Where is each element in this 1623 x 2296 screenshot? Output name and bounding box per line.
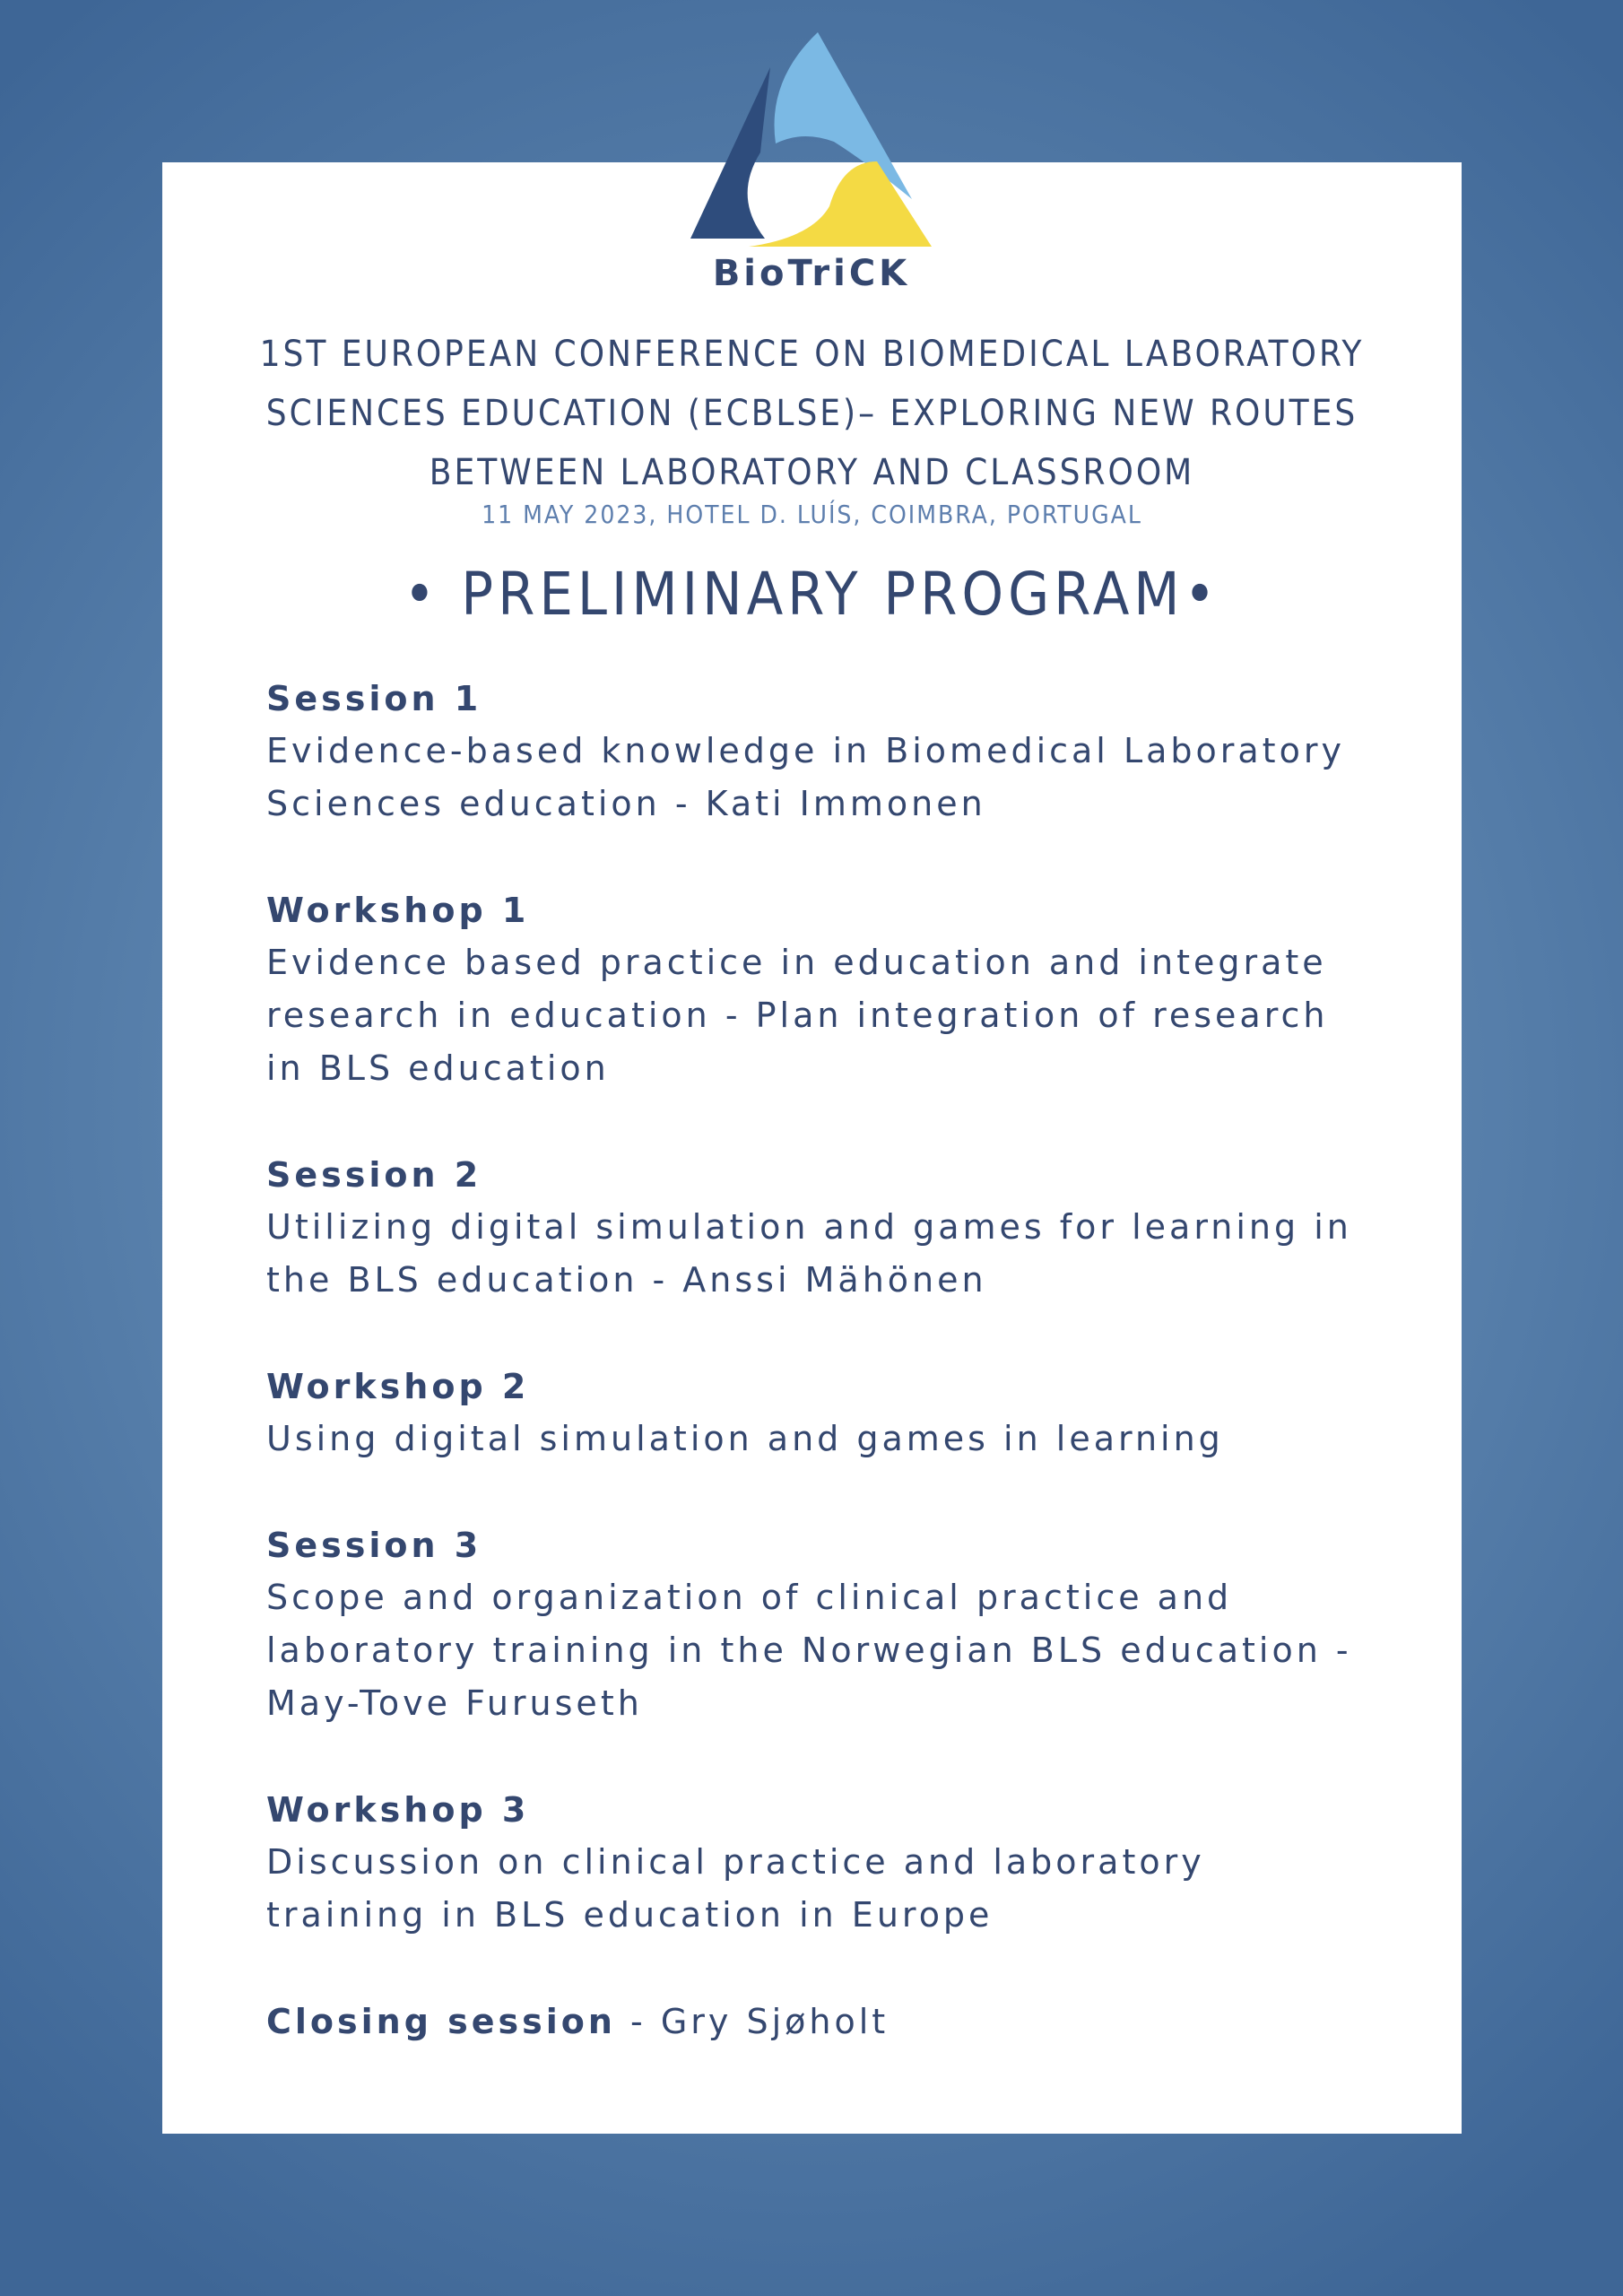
entry-line: in BLS education [266, 1048, 610, 1088]
program-list [266, 673, 1396, 2048]
entry-line: Using digital simulation and games in learning [266, 1419, 1224, 1458]
program-entry-workshop-3 [266, 1784, 1396, 1942]
entry-line: Evidence based practice in education and integrate [266, 943, 1327, 982]
biotrick-logo [677, 27, 946, 305]
entry-line: Sciences education - Kati Immonen [266, 784, 986, 823]
logo-wordmark: BioTriCK [712, 253, 911, 294]
conference-title-line: BETWEEN LABORATORY AND CLASSROOM [429, 452, 1195, 493]
entry-line: Utilizing digital simulation and games for learning in [266, 1207, 1352, 1247]
entry-title: Workshop 1 [266, 891, 530, 930]
entry-line: Evidence-based knowledge in Biomedical Laboratory [266, 731, 1345, 770]
conference-title-line: SCIENCES EDUCATION (ECBLSE)– EXPLORING NEW ROUTES [265, 393, 1358, 434]
program-entry-session-2 [266, 1149, 1396, 1307]
conference-title-line: 1ST EUROPEAN CONFERENCE ON BIOMEDICAL LABORATORY [259, 334, 1365, 375]
program-entry-workshop-1 [266, 884, 1396, 1095]
entry-title: Session 3 [266, 1526, 482, 1565]
entry-title: Session 2 [266, 1155, 482, 1195]
triangle-logo-icon [677, 27, 946, 260]
program-entry-session-1 [266, 673, 1396, 831]
entry-line: Scope and organization of clinical practice and [266, 1578, 1233, 1617]
entry-line: training in BLS education in Europe [266, 1895, 994, 1935]
entry-line: the BLS education - Anssi Mähönen [266, 1260, 987, 1300]
entry-title: Workshop 3 [266, 1790, 530, 1830]
program-heading: • PRELIMINARY PROGRAM• [404, 560, 1220, 629]
entry-line: Discussion on clinical practice and laboratory [266, 1842, 1205, 1882]
closing-title: Closing session [266, 2002, 616, 2041]
conference-date-location: 11 MAY 2023, HOTEL D. LUÍS, COIMBRA, PORTUGAL [482, 500, 1142, 529]
program-entry-closing [266, 1996, 1396, 2048]
closing-speaker: - Gry Sjøholt [615, 2002, 890, 2041]
entry-line: laboratory training in the Norwegian BLS education - [266, 1631, 1352, 1670]
entry-title: Workshop 2 [266, 1367, 530, 1406]
entry-line: May-Tove Furuseth [266, 1683, 643, 1723]
entry-line: research in education - Plan integration of research [266, 996, 1329, 1035]
program-entry-workshop-2 [266, 1361, 1396, 1465]
entry-title: Session 1 [266, 679, 482, 718]
conference-title [162, 325, 1462, 502]
program-entry-session-3 [266, 1519, 1396, 1730]
